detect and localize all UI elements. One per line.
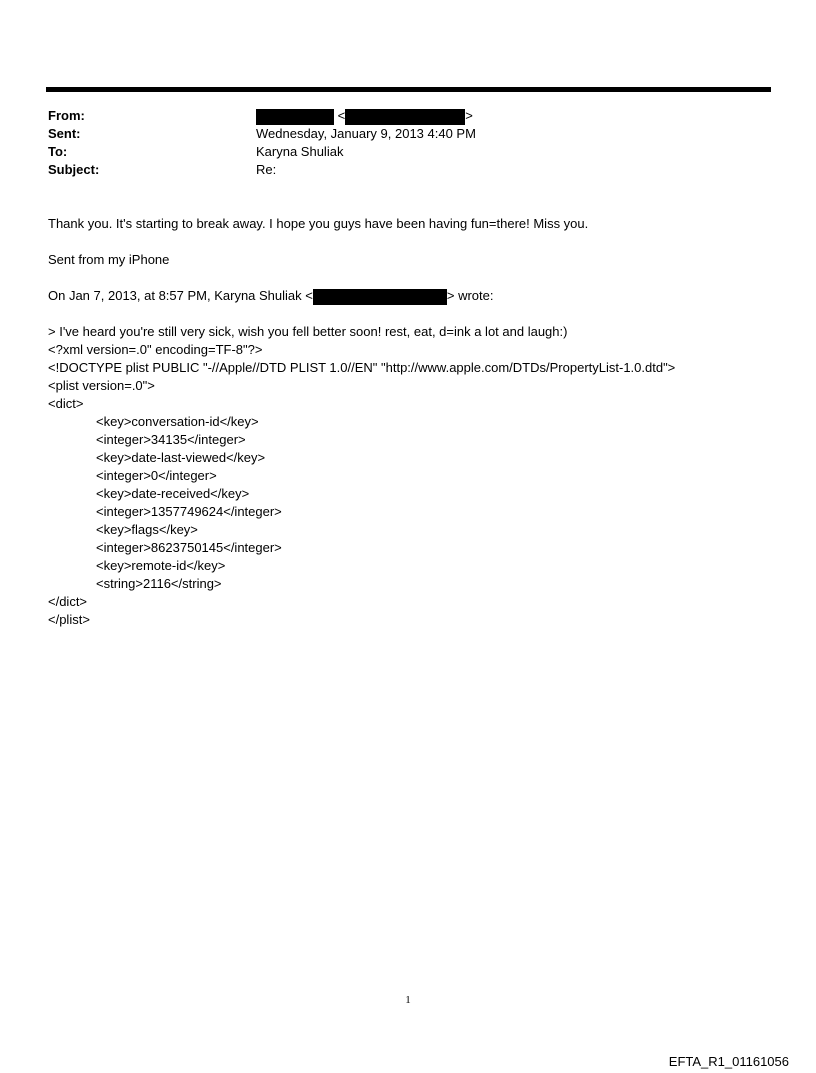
dict-line: <string>2116</string> [96, 576, 222, 591]
plist-open: <plist version=.0"> [48, 378, 155, 393]
header-rule [46, 87, 771, 92]
dict-line: <key>date-received</key> [96, 486, 250, 501]
dict-line: <key>date-last-viewed</key> [96, 450, 266, 465]
redaction-box [256, 109, 334, 125]
from-label: From: [48, 108, 85, 123]
subject-value: Re: [256, 162, 277, 177]
redaction-box [345, 109, 465, 125]
dict-open: <dict> [48, 396, 84, 411]
quote-prefix: On Jan 7, 2013, at 8:57 PM, Karyna Shuliak < [48, 288, 313, 303]
sent-value: Wednesday, January 9, 2013 4:40 PM [256, 126, 476, 141]
subject-label: Subject: [48, 162, 100, 177]
from-gt: > [465, 108, 473, 123]
dict-close: </dict> [48, 594, 88, 609]
redaction-box [313, 289, 447, 305]
dict-line: <key>conversation-id</key> [96, 414, 259, 429]
page-number: 1 [405, 994, 411, 1006]
quoted-message: > I've heard you're still very sick, wish you fell better soon! rest, eat, d=ink a lot and laugh:) [48, 324, 568, 339]
sent-label: Sent: [48, 126, 81, 141]
plist-close: </plist> [48, 612, 90, 627]
dict-line: <integer>0</integer> [96, 468, 217, 483]
dict-line: <key>flags</key> [96, 522, 198, 537]
dict-line: <integer>8623750145</integer> [96, 540, 282, 555]
dict-line: <integer>1357749624</integer> [96, 504, 282, 519]
from-lt: < [337, 108, 346, 123]
bates-number: EFTA_R1_01161056 [668, 1054, 789, 1069]
quote-suffix: > wrote: [446, 288, 494, 303]
doctype-line: <!DOCTYPE plist PUBLIC "-//Apple//DTD PLIST 1.0//EN" "http://www.apple.com/DTDs/PropertyList-1.0.dtd"> [48, 360, 676, 375]
to-label: To: [48, 144, 68, 159]
quote-attribution [48, 287, 493, 305]
body-line-signature: Sent from my iPhone [48, 252, 170, 267]
xml-declaration: <?xml version=.0" encoding=TF-8"?> [48, 342, 263, 357]
body-line-thanks: Thank you. It's starting to break away. I hope you guys have been having fun=there! Miss you. [48, 216, 589, 231]
dict-line: <key>remote-id</key> [96, 558, 226, 573]
to-value: Karyna Shuliak [256, 144, 344, 159]
from-value [256, 107, 473, 125]
dict-line: <integer>34135</integer> [96, 432, 246, 447]
